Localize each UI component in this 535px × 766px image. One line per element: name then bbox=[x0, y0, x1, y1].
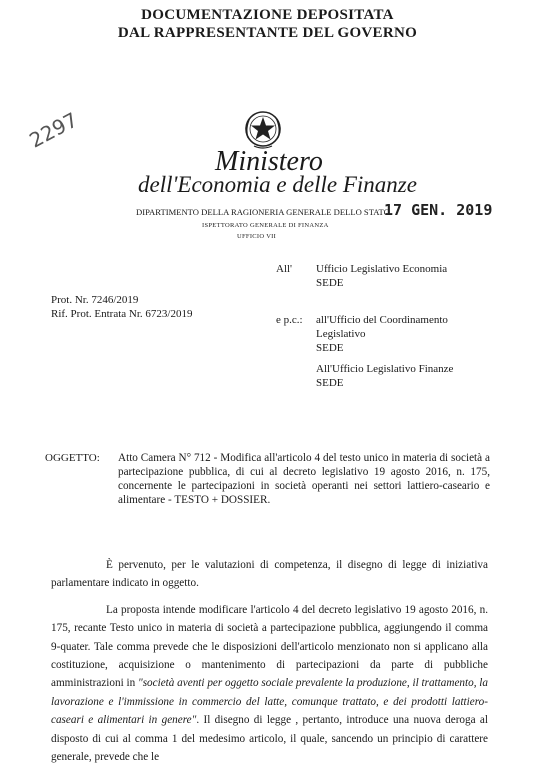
subject-label: OGGETTO: bbox=[45, 452, 100, 464]
department-name: DIPARTIMENTO DELLA RAGIONERIA GENERALE DELLO STATO bbox=[136, 207, 390, 217]
to-label: All' bbox=[276, 263, 293, 275]
office-name: UFFICIO VII bbox=[237, 233, 277, 240]
to-line-2: SEDE bbox=[316, 277, 344, 289]
ministry-title-line-2: dell'Economia e delle Finanze bbox=[138, 172, 417, 197]
inspectorate-name: ISPETTORATO GENERALE DI FINANZA bbox=[202, 222, 329, 229]
cc2-line-2: SEDE bbox=[316, 377, 344, 389]
reference-protocol: Rif. Prot. Entrata Nr. 6723/2019 bbox=[51, 308, 193, 320]
header-line-2: DAL RAPPRESENTANTE DEL GOVERNO bbox=[117, 25, 418, 41]
subject-text: Atto Camera N° 712 - Modifica all'articolo 4 del testo unico in materia di società a partecipazione pubblica, di cui al decreto legislativo 19 agosto 2016, n. 175, concernente le partecipazioni in società operanti nei settori lattiero-caseario e alimentare - TESTO + DOSSIER. bbox=[118, 452, 490, 506]
body-text bbox=[51, 556, 488, 766]
to-line-1: Ufficio Legislativo Economia bbox=[316, 263, 448, 275]
body-paragraph-1: È pervenuto, per le valutazioni di competenza, il disegno di legge di iniziativa parlamentare indicato in oggetto. bbox=[51, 559, 488, 590]
republic-emblem-icon bbox=[242, 108, 284, 150]
body-paragraph-2: La proposta intende modificare l'articolo 4 del decreto legislativo 19 agosto 2016, n. 175, recante Testo unico in materia di società a partecipazione pubblica, aggiungendo il comma 9-quater. Tale comma prevede che le disposizioni dell'articolo menzionato non si applicano alla costituzione, acquisizione o mantenimento di partecipazioni da parte di pubbliche amministrazioni in "società aventi per oggetto sociale prevalente la produzione, il trattamento, la lavorazione e l'immissione in commercio del latte, comunque trattato, e dei prodotti lattiero-caseari e alimentari in genere". Il disegno di legge , pertanto, introduce una nuova deroga al disposto di cui al comma 1 del medesimo articolo, il quale, sancendo un principio di carattere generale, prevede che le bbox=[51, 603, 488, 764]
cc2-line-1: All'Ufficio Legislativo Finanze bbox=[316, 363, 454, 375]
cc-label: e p.c.: bbox=[276, 314, 303, 326]
cc1-line-1: all'Ufficio del Coordinamento bbox=[316, 314, 448, 326]
cc1-line-3: SEDE bbox=[316, 342, 344, 354]
handwritten-number: 2297 bbox=[25, 107, 82, 153]
header-line-1: DOCUMENTAZIONE DEPOSITATA bbox=[141, 7, 394, 23]
date-stamp: 17 GEN. 2019 bbox=[384, 201, 493, 219]
protocol-number: Prot. Nr. 7246/2019 bbox=[51, 294, 139, 306]
cc1-line-2: Legislativo bbox=[316, 328, 366, 340]
ministry-title-line-1: Ministero bbox=[215, 146, 323, 177]
